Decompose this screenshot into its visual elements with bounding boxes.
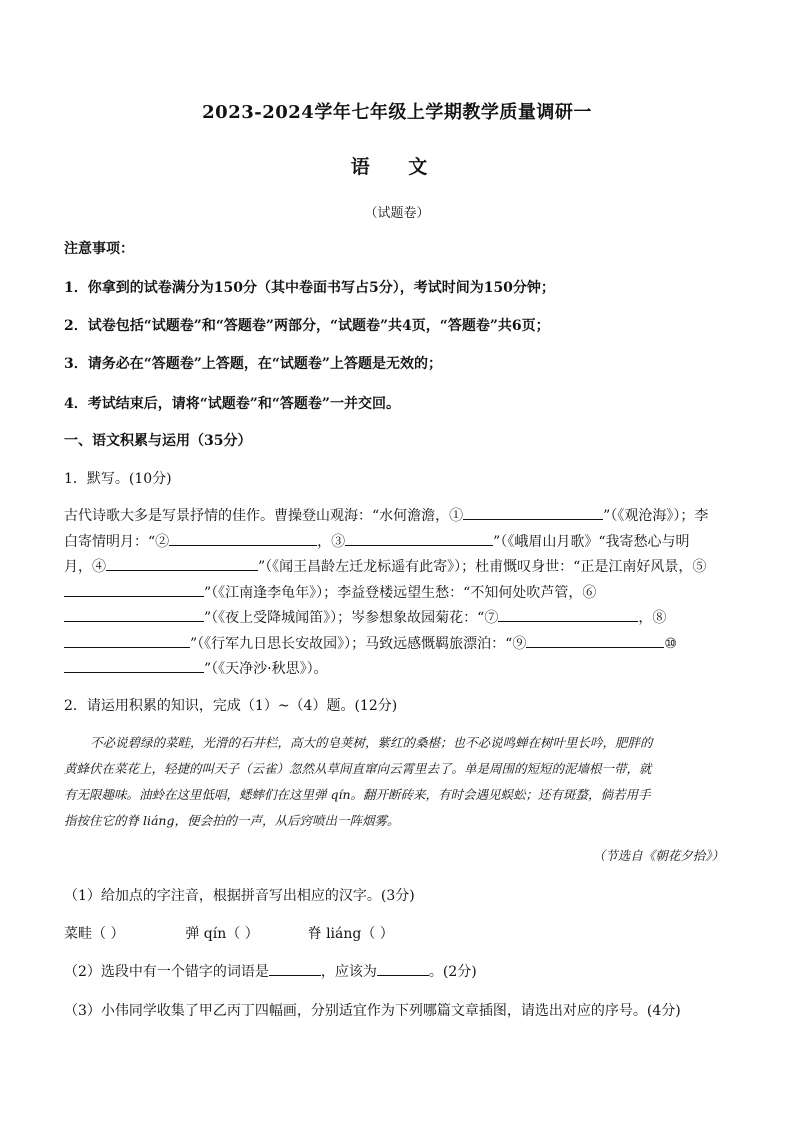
sub-question-3: （3）小伟同学收集了甲乙丙丁四幅画，分别适宜作为下列哪篇文章插图，请选出对应的序号。(4分) <box>64 1003 681 1019</box>
passage-line: 黄蜂伏在菜花上，轻捷的叫天子（云雀）忽然从草间直窜向云霄里去了。单是周围的短短的泥墙根一带，就 <box>64 761 652 776</box>
answer-blank-correct-word[interactable] <box>377 962 429 976</box>
passage-line: 指按住它的脊 liáng，便会拍的一声，从后窍喷出一阵烟雾。 <box>64 813 400 828</box>
notice-item: 2．试卷包括“试题卷”和“答题卷”两部分，“试题卷”共4页，“答题卷”共6页； <box>64 318 550 334</box>
pinyin-item: 弹 qín（ ） <box>185 926 259 942</box>
answer-blank-5[interactable] <box>64 582 204 597</box>
pinyin-item: 脊 liáng（ ） <box>307 926 394 942</box>
answer-blank-4[interactable] <box>106 556 258 571</box>
section-heading: 一、语文积累与运用（35分） <box>64 433 252 449</box>
sub-question-2: （2）选段中有一个错字的词语是 ，应该为 。(2分) <box>64 964 477 980</box>
question-1-label: 1．默写。(10分) <box>64 471 172 487</box>
notice-item: 1．你拿到的试卷满分为150分（其中卷面书写占5分），考试时间为150分钟； <box>64 280 555 296</box>
sub-question-1: （1）给加点的字注音，根据拼音写出相应的汉字。(3分) <box>64 888 415 904</box>
passage-source: （节选自《朝花夕拾》） <box>592 848 724 863</box>
answer-blank-wrong-word[interactable] <box>269 962 321 976</box>
question-2-label: 2．请运用积累的知识，完成（1）~（4）题。(12分) <box>64 698 398 714</box>
notice-item: 3．请务必在“答题卷”上答题，在“试题卷”上答题是无效的； <box>64 356 442 372</box>
answer-blank-1[interactable] <box>463 505 603 520</box>
exam-title: 2023-2024学年七年级上学期教学质量调研一 <box>202 102 592 123</box>
notice-heading: 注意事项： <box>64 241 134 257</box>
answer-blank-9[interactable] <box>526 633 664 648</box>
paper-subtitle: （试题卷） <box>364 206 430 221</box>
question-1-body: 古代诗歌大多是写景抒情的佳作。曹操登山观海：“水何澹澹，① ”（《观沧海》）；李 白寄情明月：“② ，③ ”（《峨眉山月歌》“我寄愁心与明 月，④ ”（《闻王昌龄左迁龙标遥有此寄》）；杜甫慨叹身世：“正是江南好风景，⑤ ”（《江南逢李龟年》）；李益登楼远望生愁：“不知何处吹芦管，⑥ ”（《夜上受降城闻笛》）；岑参想象故园菊花：“⑦ ，⑧ ”（《行军九日思长安故园》）；马致远感慨羁旅漂泊：“⑨ ⑩ ”（《天净沙·秋思》）。 <box>64 504 734 683</box>
answer-blank-7[interactable] <box>498 607 638 622</box>
answer-blank-8[interactable] <box>64 633 190 648</box>
notice-item: 4．考试结束后，请将“试题卷”和“答题卷”一并交回。 <box>64 396 400 412</box>
answer-blank-10[interactable] <box>64 658 204 673</box>
subject-title: 语 文 <box>350 156 444 178</box>
passage-line: 有无限趣味。油蛉在这里低唱，蟋蟀们在这里弹 qín。翻开断砖来，有时会遇见蜈蚣；还有斑蝥，倘若用手 <box>64 787 651 802</box>
pinyin-item: 菜畦（ ） <box>64 926 125 942</box>
pinyin-row <box>64 923 734 943</box>
answer-blank-3[interactable] <box>345 531 493 546</box>
answer-blank-2[interactable] <box>169 531 317 546</box>
passage-line: 不必说碧绿的菜畦，光滑的石井栏，高大的皂荚树，紫红的桑椹；也不必说鸣蝉在树叶里长吟，肥胖的 <box>90 735 653 750</box>
answer-blank-6[interactable] <box>64 607 204 622</box>
reading-passage <box>64 730 728 834</box>
